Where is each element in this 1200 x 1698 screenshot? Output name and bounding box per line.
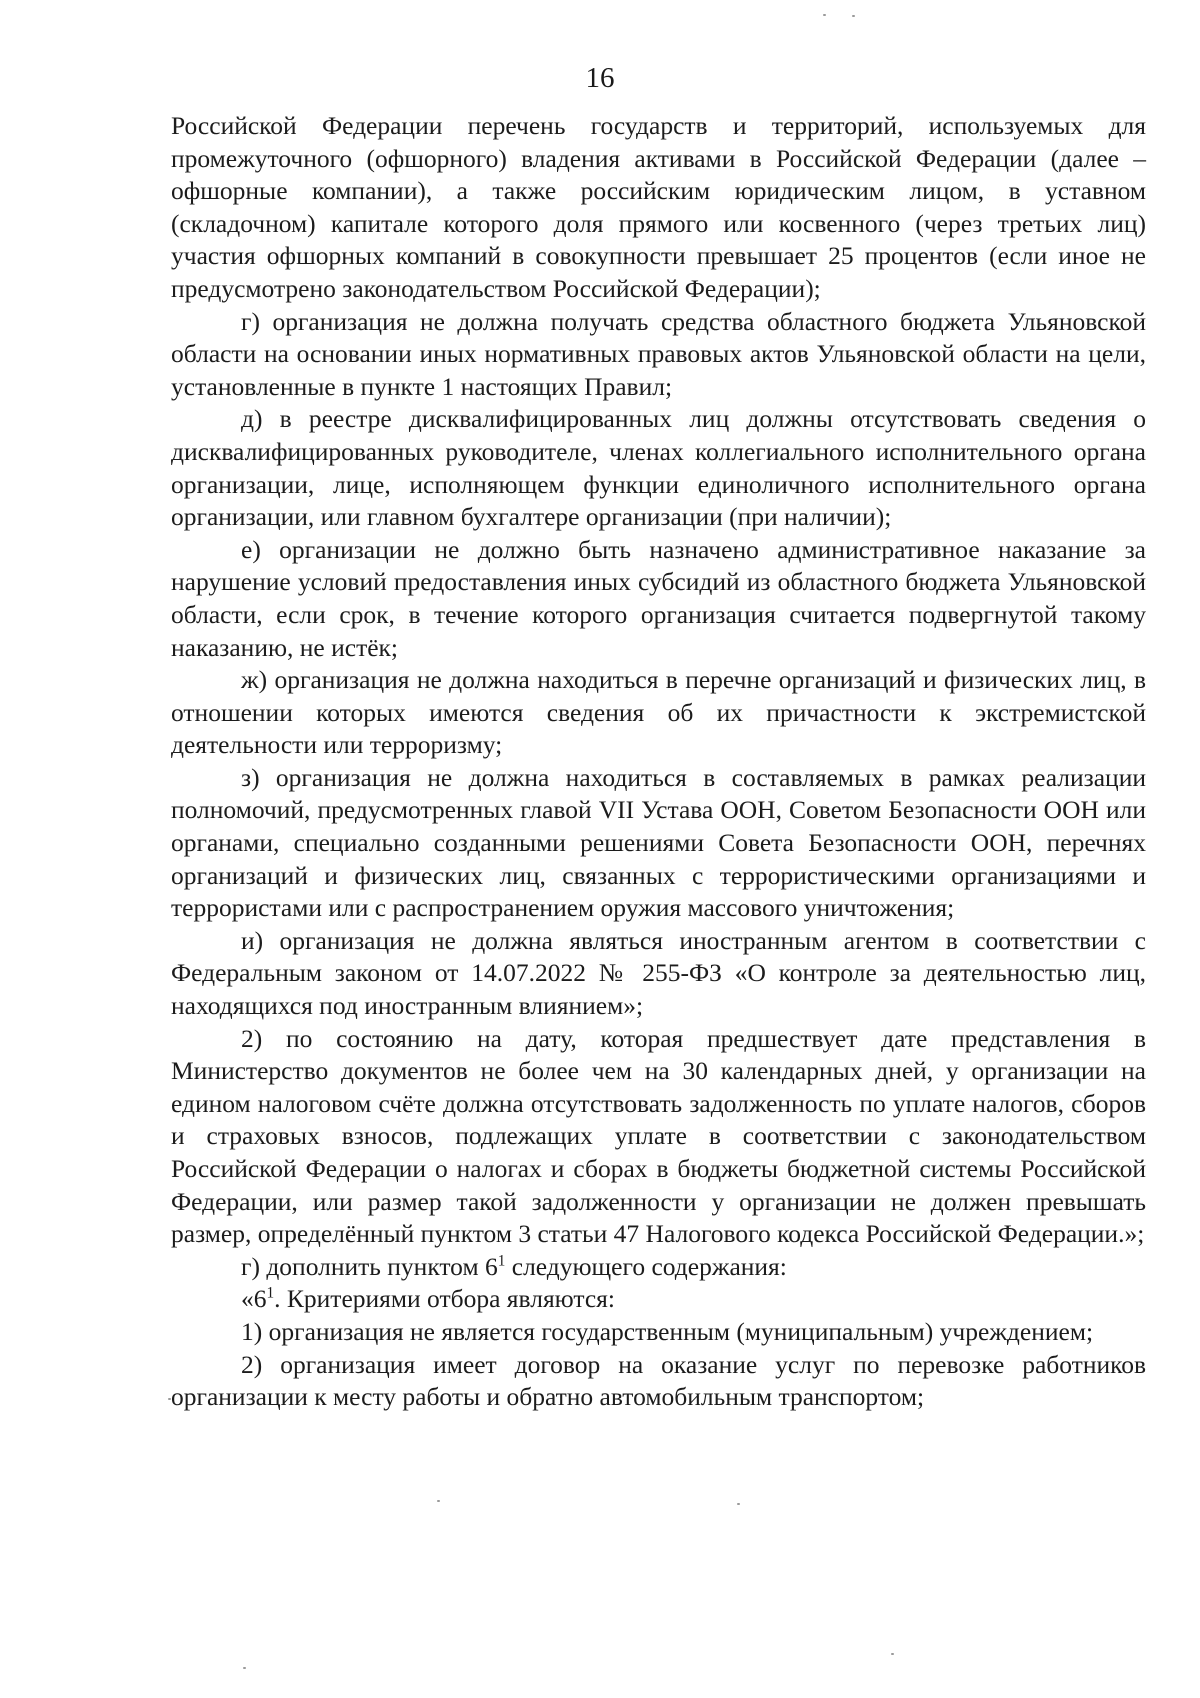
superscript-1: 1	[266, 1284, 275, 1302]
scan-speck	[852, 15, 855, 17]
criteria-heading	[171, 1283, 1146, 1316]
supplement-text-before: г) дополнить пунктом 6	[241, 1251, 498, 1281]
criteria-heading-before: «6	[241, 1284, 267, 1314]
scan-speck	[437, 1500, 440, 1502]
criterion-1: 1) организация не является государственным (муниципальным) учреждением;	[241, 1316, 1094, 1346]
criterion-2: 2) организация имеет договор на оказание услуг по перевозке работников организации к месту работы и обратно автомобильным транспортом;	[171, 1349, 1146, 1412]
paragraph-item-d: д) в реестре дисквалифицированных лиц должны отсутствовать сведения о дисквалифицированных руководителе, членах коллегиального исполнительного органа организации, лице, исполняющем функции единоличного исполнительного органа организации, или главном бухгалтере организации (при наличии);	[171, 404, 1146, 532]
scan-speck	[737, 1503, 740, 1505]
scan-speck	[243, 1667, 246, 1669]
criteria-heading-after: . Критериями отбора являются:	[274, 1284, 615, 1314]
paragraph-item-g: г) организация не должна получать средства областного бюджета Ульяновской области на основании иных нормативных правовых актов Ульяновской области на цели, установленные в пункте 1 настоящих Правил;	[171, 306, 1146, 401]
paragraph-item-zh: ж) организация не должна находиться в перечне организаций и физических лиц, в отношении которых имеются сведения об их причастности к экстремистской деятельности или терроризму;	[171, 665, 1146, 760]
scan-speck	[168, 1398, 171, 1400]
page-number: 16	[585, 62, 615, 94]
paragraph-item-2: 2) по состоянию на дату, которая предшествует дате представления в Министерство документов не более чем на 30 календарных дней, у организации на едином налоговом счёте должна отсутствовать задолженность по уплате налогов, сборов и страховых взносов, подлежащих уплате в соответствии с законодательством Российской Федерации о налогах и сборах в бюджеты бюджетной системы Российской Федерации, или размер такой задолженности у организации не должен превышать размер, определённый пунктом 3 статьи 47 Налогового кодекса Российской Федерации.»;	[171, 1023, 1146, 1249]
paragraph-item-i: и) организация не должна являться иностранным агентом в соответствии с Федеральным законом от 14.07.2022 № 255-ФЗ «О контроле за деятельностью лиц, находящихся под иностранным влиянием»;	[171, 925, 1146, 1021]
supplement-text-after: следующего содержания:	[505, 1251, 787, 1281]
scan-speck	[823, 14, 826, 16]
document-body	[171, 110, 1146, 1414]
scan-speck	[891, 1653, 894, 1655]
paragraph-item-z: з) организация не должна находиться в составляемых в рамках реализации полномочий, предусмотренных главой VII Устава ООН, Советом Безопасности ООН или органами, специально созданными решениями Совета Безопасности ООН, перечнях организаций и физических лиц, связанных с террористическими организациями и террористами или с распространением оружия массового уничтожения;	[171, 762, 1146, 923]
superscript-1: 1	[497, 1252, 506, 1270]
paragraph-item-e: е) организации не должно быть назначено административное наказание за нарушение условий предоставления иных субсидий из областного бюджета Ульяновской области, если срок, в течение которого организация считается подвергнутой такому наказанию, не истёк;	[171, 534, 1146, 662]
paragraph-continuation: Российской Федерации перечень государств и территорий, используемых для промежуточного (офшорного) владения активами в Российской Федерации (далее – офшорные компании), а также российским юридическим лицом, в уставном (складочном) капитале которого доля прямого или косвенного (через третьих лиц) участия офшорных компаний в совокупности превышает 25 процентов (если иное не предусмотрено законодательством Российской Федерации);	[171, 111, 1146, 303]
supplement-instruction	[171, 1251, 1146, 1284]
